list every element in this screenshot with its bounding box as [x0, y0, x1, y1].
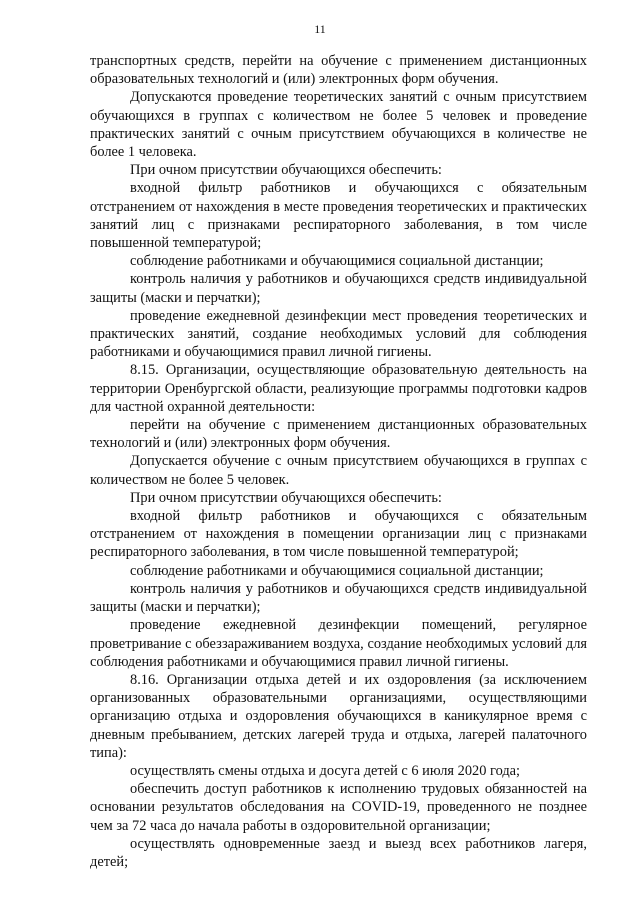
- paragraph-distance-learning: перейти на обучение с применением дистанционных образовательных технологий и (или) электронных форм обучения.: [90, 417, 587, 452]
- paragraph-ppe-control-2: контроль наличия у работников и обучающихся средств индивидуальной защиты (маски и перчатки);: [90, 580, 587, 616]
- paragraph-continuation: транспортных средств, перейти на обучение с применением дистанционных образовательных технологий и (или) электронных форм обучения.: [90, 53, 587, 88]
- paragraph-social-distance-2: соблюдение работниками и обучающимися социальной дистанции;: [130, 562, 544, 579]
- paragraph-entry-filter: входной фильтр работников и обучающихся с обязательным отстранением от нахождения в месте проведения теоретических и практических занятий лиц с признаками респираторного заболевания, в том числе повышенной температурой;: [90, 180, 587, 252]
- paragraph-shifts-start: осуществлять смены отдыха и досуга детей с 6 июля 2020 года;: [130, 762, 521, 779]
- paragraph-covid-testing: обеспечить доступ работников к исполнению трудовых обязанностей на основании результатов обследования на COVID-19, проведенного не позднее чем за 72 часа до начала работы в оздоровительной организации;: [90, 781, 587, 834]
- paragraph-ppe-control: контроль наличия у работников и обучающихся средств индивидуальной защиты (маски и перчатки);: [90, 271, 587, 306]
- paragraph-section-8-15: 8.15. Организации, осуществляющие образовательную деятельность на территории Оренбургской области, реализующие программы подготовки кадров для частной охранной деятельности:: [90, 362, 587, 415]
- paragraph-social-distance: соблюдение работниками и обучающимися социальной дистанции;: [130, 253, 544, 270]
- paragraph-theory-practice-limits: Допускаются проведение теоретических занятий с очным присутствием обучающихся в группах с количеством не более 5 человек и проведение практических занятий с очным присутствием обучающихся в количестве не более 1 человека.: [90, 89, 587, 161]
- paragraph-entry-filter-2: входной фильтр работников и обучающихся с обязательным отстранением от нахождения в помещении организации лиц с признаками респираторного заболевания, в том числе повышенной температурой;: [90, 508, 587, 561]
- document-body: [90, 52, 587, 871]
- paragraph-in-person-requirements: При очном присутствии обучающихся обеспечить:: [130, 162, 442, 179]
- paragraph-in-person-requirements-2: При очном присутствии обучающихся обеспечить:: [130, 489, 442, 506]
- paragraph-section-8-16: 8.16. Организации отдыха детей и их оздоровления (за исключением организованных образовательными организациями, осуществляющими организацию отдыха и оздоровления обучающихся в каникулярное время с дневным пребыванием, детских лагерей труда и отдыха, лагерей палаточного типа):: [90, 671, 587, 761]
- paragraph-group-limit: Допускается обучение с очным присутствием обучающихся в группах с количеством не более 5 человек.: [90, 453, 587, 488]
- page-number: 11: [314, 22, 326, 36]
- paragraph-disinfection: проведение ежедневной дезинфекции мест проведения теоретических и практических занятий, создание необходимых условий для соблюдения работниками и обучающимися правил личной гигиены.: [90, 307, 587, 361]
- paragraph-disinfection-ventilation: проведение ежедневной дезинфекции помещений, регулярное проветривание с обеззараживанием воздуха, создание необходимых условий для соблюдения работниками и обучающимися правил личной гигиены.: [90, 617, 587, 670]
- paragraph-simultaneous-arrival: осуществлять одновременные заезд и выезд всех работников лагеря, детей;: [90, 835, 587, 870]
